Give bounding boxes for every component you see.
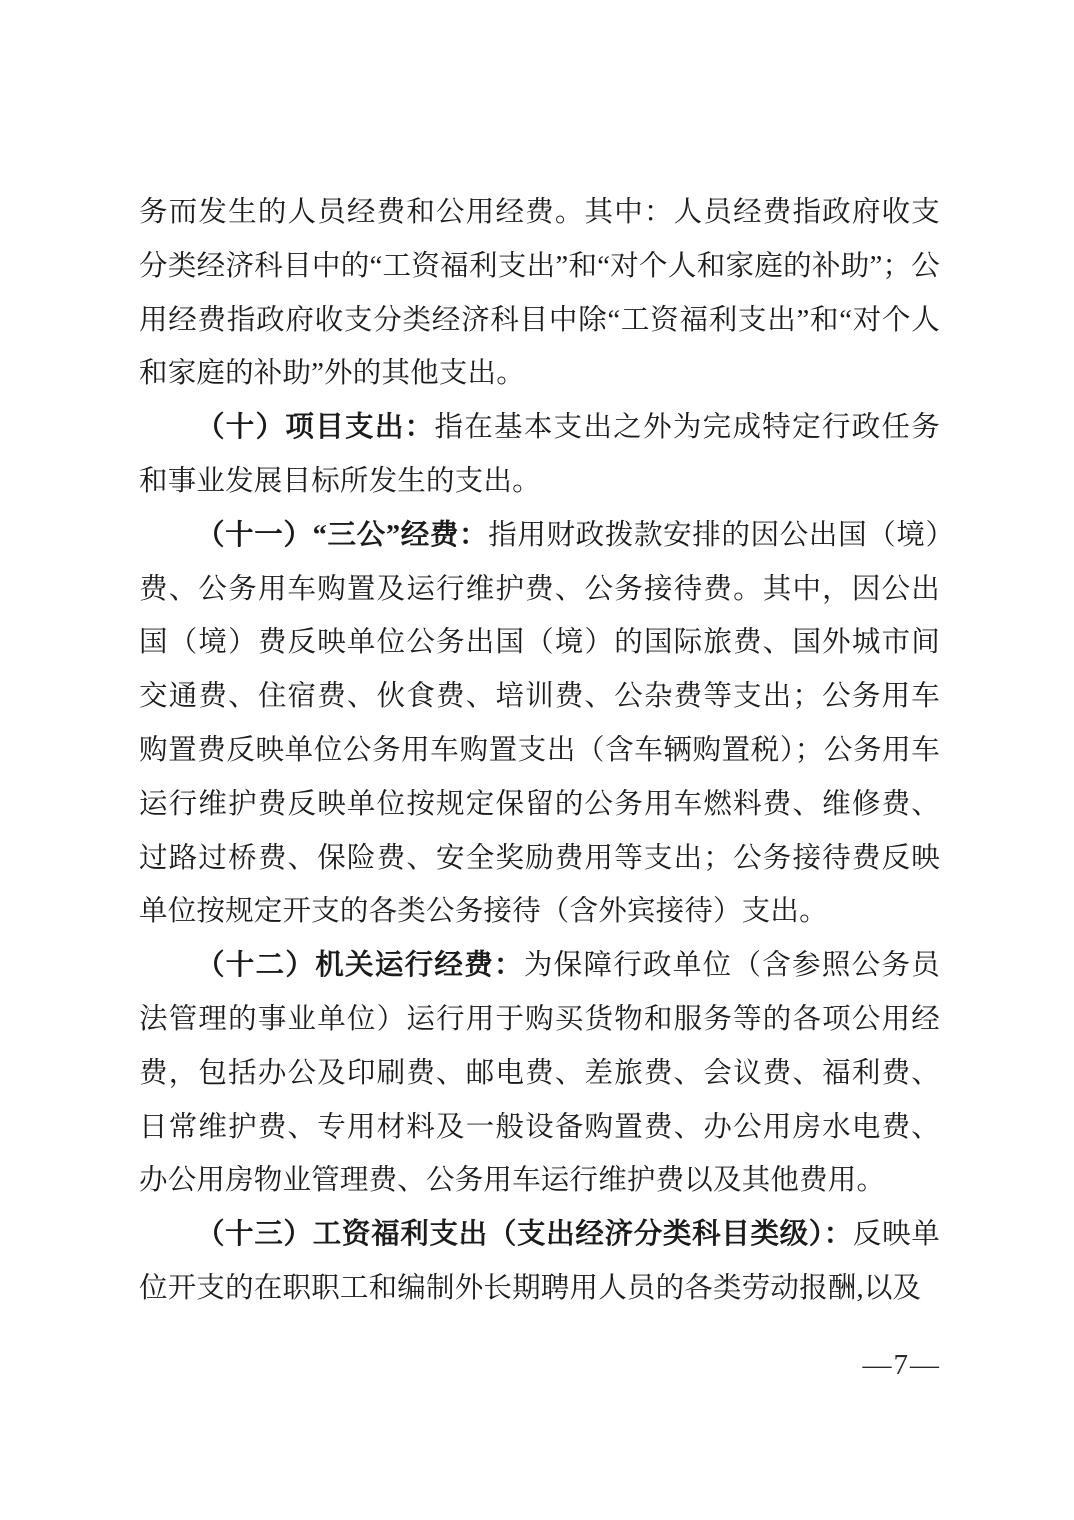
paragraph-continuation [139,186,940,401]
paragraph-lead: （十三）工资福利支出（支出经济分类科目类级）： [196,1219,853,1251]
paragraph-text: 为保障行政单位（含参照公务员法管理的事业单位）运行用于购买货物和服务等的各项公用经费，包括办公及印刷费、邮电费、差旅费、会议费、福利费、日常维护费、专用材料及一般设备购置费、办公用房水电费、办公用房物业管理费、公务用车运行维护费以及其他费用。 [139,950,940,1197]
paragraph-text: 反映单位开支的在职职工和编制外长期聘用人员的各类劳动报酬,以及 [139,1219,940,1304]
paragraph-lead: （十二）机关运行经费： [196,950,524,982]
paragraph-lead: （十）项目支出： [196,412,435,444]
paragraph-text: 指用财政拨款安排的因公出国（境）费、公务用车购置及运行维护费、公务接待费。其中，因公出国（境）费反映单位公务出国（境）的国际旅费、国外城市间交通费、住宿费、伙食费、培训费、公杂费等支出；公务用车购置费反映单位公务用车购置支出（含车辆购置税）；公务用车运行维护费反映单位按规定保留的公务用车燃料费、维修费、过路过桥费、保险费、安全奖励费用等支出；公务接待费反映单位按规定开支的各类公务接待（含外宾接待）支出。 [139,519,941,928]
paragraph-text: 务而发生的人员经费和公用经费。其中：人员经费指政府收支分类经济科目中的“工资福利支出”和“对个人和家庭的补助”；公用经费指政府收支分类经济科目中除“工资福利支出”和“对个人和家庭的补助”外的其他支出。 [139,197,940,390]
page-number: —7— [862,1349,941,1381]
paragraph-item-13 [139,1208,940,1316]
document-text-block [139,186,940,1316]
paragraph-lead: （十一）“三公”经费： [196,519,489,551]
paragraph-item-11 [139,509,940,939]
paragraph-text: 指在基本支出之外为完成特定行政任务和事业发展目标所发生的支出。 [139,412,940,497]
paragraph-item-12 [139,939,940,1208]
paragraph-item-10 [139,401,940,509]
